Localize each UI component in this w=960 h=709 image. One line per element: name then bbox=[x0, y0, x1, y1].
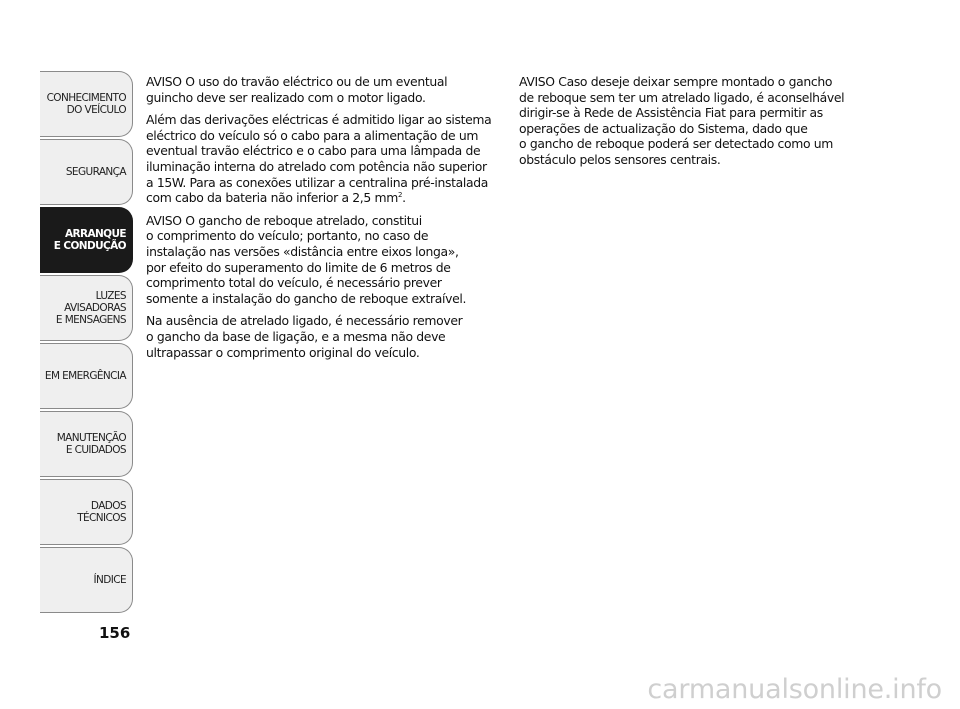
warning-paragraph: AVISO Caso deseje deixar sempre montado o gancho de reboque sem ter um atrelado ligado, é aconselhável dirigir-se à Rede de Assistência Fiat para permitir as operações de actualização do Sistema, dado que o gancho de reboque poderá ser detectado como um obstáculo pelos sensores centrais. bbox=[519, 74, 845, 167]
tab-seguranca[interactable]: SEGURANÇA bbox=[40, 139, 133, 205]
tab-em-emergencia[interactable]: EM EMERGÊNCIA bbox=[40, 343, 133, 409]
superscript: 2 bbox=[397, 191, 403, 200]
tab-luzes-avisadoras[interactable]: LUZES AVISADORAS E MENSAGENS bbox=[40, 275, 133, 341]
body-paragraph: Na ausência de atrelado ligado, é necessário remover o gancho da base de ligação, e a mesma não deve ultrapassar o comprimento original do veículo. bbox=[146, 313, 463, 360]
tab-manutencao-e-cuidados[interactable]: MANUTENÇÃO E CUIDADOS bbox=[40, 411, 133, 477]
warning-paragraph: AVISO O uso do travão eléctrico ou de um eventual guincho deve ser realizado com o motor ligado. bbox=[146, 74, 448, 105]
chapter-tab-bar bbox=[40, 71, 133, 615]
tab-dados-tecnicos[interactable]: DADOS TÉCNICOS bbox=[40, 479, 133, 545]
tab-indice[interactable]: ÍNDICE bbox=[40, 547, 133, 613]
tab-arranque-e-conducao[interactable]: ARRANQUE E CONDUÇÃO bbox=[40, 207, 133, 273]
text-column-left bbox=[146, 74, 498, 367]
body-paragraph: Além das derivações eléctricas é admitido ligar ao sistema eléctrico do veículo só o cabo para a alimentação de um eventual travão eléctrico e o cabo para uma lâmpada de iluminação interna do atrelado com potência não superior a 15W. Para as conexões utilizar a centralina pré-instalada com cabo da bateria não inferior a 2,5 $mm^2$. bbox=[146, 112, 492, 206]
page-number: 156 bbox=[99, 624, 131, 642]
tab-conhecimento-do-veiculo[interactable]: CONHECIMENTO DO VEÍCULO bbox=[40, 71, 133, 137]
warning-paragraph: AVISO O gancho de reboque atrelado, constitui o comprimento do veículo; portanto, no caso de instalação nas versões «distância entre eixos longa», por efeito do superamento do limite de 6 metros de comprimento total do veículo, é necessário prever somente a instalação do gancho de reboque extraível. bbox=[146, 212, 467, 306]
text-column-right bbox=[519, 74, 871, 175]
watermark: carmanualsonline.info bbox=[647, 674, 942, 705]
